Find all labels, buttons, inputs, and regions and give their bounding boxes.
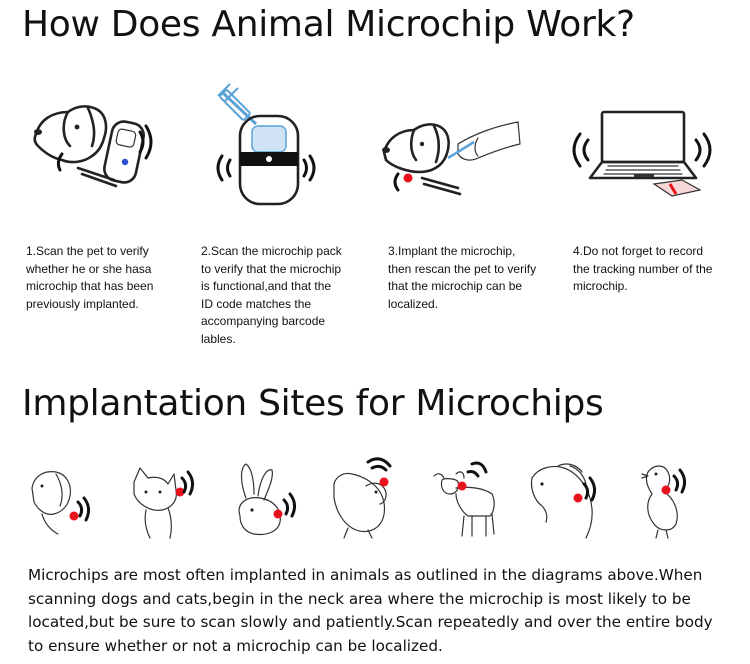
site-cat <box>124 458 200 540</box>
site-rabbit <box>226 458 302 540</box>
bird-icon <box>630 458 706 540</box>
step-4-illustration <box>570 82 720 207</box>
step-1-illustration <box>22 82 172 207</box>
site-monkey <box>328 458 404 540</box>
monkey-icon <box>328 458 404 540</box>
page-title: How Does Animal Microchip Work? <box>22 4 635 45</box>
explanation-paragraph: Microchips are most often implanted in animals as outlined in the diagrams above.When scanning dogs and cats,begin in the neck area where the microchip is most likely to be located,but be sure to scan slowly and patiently.Scan repeatedly and over the entire body to ensure whether or not a microchip can be localized. <box>28 566 713 655</box>
cow-icon <box>428 458 504 540</box>
site-dog <box>22 458 98 540</box>
laptop-record-icon <box>570 82 720 207</box>
syringe-scanner-icon <box>200 82 350 207</box>
section-title: Implantation Sites for Microchips <box>22 383 604 424</box>
site-bird <box>630 458 706 540</box>
site-cow <box>428 458 504 540</box>
horse-icon <box>524 458 600 540</box>
dog-implant-icon <box>378 82 528 207</box>
cat-icon <box>124 458 200 540</box>
step-4-text: 4.Do not forget to record the tracking number of the microchip. <box>573 244 713 293</box>
rabbit-icon <box>226 458 302 540</box>
site-horse <box>524 458 600 540</box>
step-1-text: 1.Scan the pet to verify whether he or she hasa microchip that has been previously implanted. <box>26 244 154 311</box>
step-2-illustration <box>200 82 350 207</box>
step-3-text: 3.Implant the microchip, then rescan the pet to verify that the microchip can be localized. <box>388 244 537 311</box>
step-2-text: 2.Scan the microchip pack to verify that the microchip is functional,and that the ID code matches the accompanying barcode lables. <box>201 244 342 346</box>
dog-scanner-icon <box>22 82 172 207</box>
step-3-illustration <box>378 82 528 207</box>
dog-head-icon <box>22 458 98 540</box>
